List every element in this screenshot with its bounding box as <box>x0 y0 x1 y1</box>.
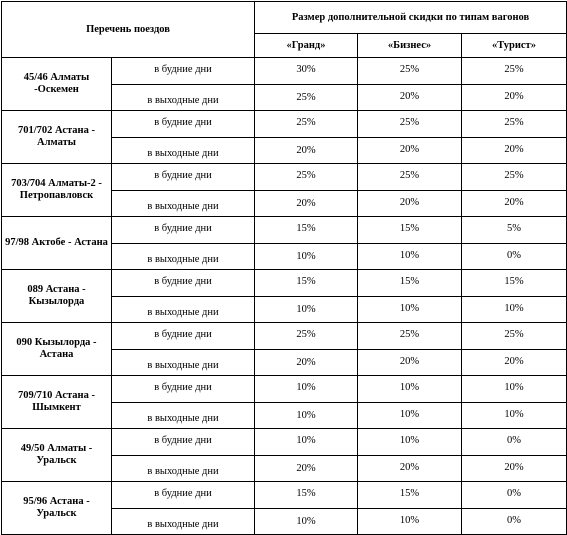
weekday-grand-value: 25% <box>255 111 358 138</box>
weekday-label: в будние дни <box>112 58 255 85</box>
weekend-business-value: 10% <box>358 509 462 535</box>
weekend-grand-value: 10% <box>255 297 358 323</box>
weekend-label: в выходные дни <box>112 456 255 482</box>
train-name: 45/46 Алматы -Оскемен <box>2 58 112 111</box>
weekend-label: в выходные дни <box>112 85 255 111</box>
weekday-business-value: 10% <box>358 376 462 403</box>
weekend-business-value: 20% <box>358 191 462 217</box>
weekday-tourist-value: 5% <box>462 217 567 244</box>
table-row-weekday <box>2 111 567 138</box>
weekend-business-value: 20% <box>358 85 462 111</box>
weekday-business-value: 25% <box>358 58 462 85</box>
weekday-tourist-value: 25% <box>462 323 567 350</box>
weekend-business-value: 20% <box>358 350 462 376</box>
weekend-grand-value: 20% <box>255 350 358 376</box>
weekday-label: в будние дни <box>112 429 255 456</box>
weekday-label: в будние дни <box>112 376 255 403</box>
weekday-grand-value: 30% <box>255 58 358 85</box>
weekday-tourist-value: 10% <box>462 376 567 403</box>
car-type-tourist-header: «Турист» <box>462 34 567 58</box>
train-list-header: Перечень поездов <box>2 2 255 58</box>
weekday-grand-value: 10% <box>255 376 358 403</box>
weekday-label: в будние дни <box>112 482 255 509</box>
weekend-label: в выходные дни <box>112 244 255 270</box>
weekend-tourist-value: 10% <box>462 403 567 429</box>
table-row-weekday <box>2 217 567 244</box>
table-row-weekday <box>2 270 567 297</box>
weekend-business-value: 10% <box>358 244 462 270</box>
weekday-grand-value: 15% <box>255 270 358 297</box>
weekday-business-value: 15% <box>358 217 462 244</box>
weekday-business-value: 15% <box>358 270 462 297</box>
weekend-label: в выходные дни <box>112 403 255 429</box>
weekday-grand-value: 10% <box>255 429 358 456</box>
weekend-tourist-value: 0% <box>462 509 567 535</box>
table-row-weekday <box>2 58 567 85</box>
weekend-tourist-value: 20% <box>462 456 567 482</box>
weekend-label: в выходные дни <box>112 509 255 535</box>
weekday-label: в будние дни <box>112 111 255 138</box>
header-row <box>2 2 567 34</box>
train-name: 703/704 Алматы-2 - Петропавловск <box>2 164 112 217</box>
weekday-business-value: 25% <box>358 111 462 138</box>
table-row-weekday <box>2 482 567 509</box>
weekend-tourist-value: 0% <box>462 244 567 270</box>
table-row-weekday <box>2 323 567 350</box>
weekend-tourist-value: 10% <box>462 297 567 323</box>
weekend-label: в выходные дни <box>112 191 255 217</box>
weekday-tourist-value: 25% <box>462 111 567 138</box>
train-name: 089 Астана - Кызылорда <box>2 270 112 323</box>
weekday-grand-value: 15% <box>255 217 358 244</box>
weekend-label: в выходные дни <box>112 297 255 323</box>
weekday-business-value: 15% <box>358 482 462 509</box>
weekday-label: в будние дни <box>112 270 255 297</box>
table-row-weekday <box>2 429 567 456</box>
weekend-business-value: 10% <box>358 297 462 323</box>
weekday-tourist-value: 0% <box>462 482 567 509</box>
weekday-grand-value: 25% <box>255 164 358 191</box>
weekday-grand-value: 15% <box>255 482 358 509</box>
weekday-business-value: 10% <box>358 429 462 456</box>
train-name: 090 Кызылорда - Астана <box>2 323 112 376</box>
weekend-grand-value: 10% <box>255 509 358 535</box>
weekend-grand-value: 10% <box>255 244 358 270</box>
weekend-grand-value: 25% <box>255 85 358 111</box>
weekday-tourist-value: 15% <box>462 270 567 297</box>
train-name: 49/50 Алматы - Уральск <box>2 429 112 482</box>
weekend-tourist-value: 20% <box>462 350 567 376</box>
train-name: 709/710 Астана - Шымкент <box>2 376 112 429</box>
weekend-grand-value: 20% <box>255 191 358 217</box>
weekday-label: в будние дни <box>112 217 255 244</box>
weekend-tourist-value: 20% <box>462 138 567 164</box>
weekday-label: в будние дни <box>112 164 255 191</box>
weekend-business-value: 10% <box>358 403 462 429</box>
table-row-weekday <box>2 376 567 403</box>
weekday-business-value: 25% <box>358 323 462 350</box>
weekend-business-value: 20% <box>358 138 462 164</box>
weekday-label: в будние дни <box>112 323 255 350</box>
weekend-label: в выходные дни <box>112 350 255 376</box>
weekend-grand-value: 20% <box>255 138 358 164</box>
table-row-weekday <box>2 164 567 191</box>
weekend-tourist-value: 20% <box>462 85 567 111</box>
car-type-grand-header: «Гранд» <box>255 34 358 58</box>
train-name: 95/96 Астана - Уральск <box>2 482 112 535</box>
train-name: 701/702 Астана - Алматы <box>2 111 112 164</box>
car-type-business-header: «Бизнес» <box>358 34 462 58</box>
weekday-business-value: 25% <box>358 164 462 191</box>
discount-title-header: Размер дополнительной скидки по типам вагонов <box>255 2 567 34</box>
weekday-grand-value: 25% <box>255 323 358 350</box>
weekend-tourist-value: 20% <box>462 191 567 217</box>
weekend-label: в выходные дни <box>112 138 255 164</box>
weekday-tourist-value: 25% <box>462 58 567 85</box>
weekend-grand-value: 10% <box>255 403 358 429</box>
weekend-business-value: 20% <box>358 456 462 482</box>
weekend-grand-value: 20% <box>255 456 358 482</box>
weekday-tourist-value: 0% <box>462 429 567 456</box>
discount-table <box>1 1 567 535</box>
train-name: 97/98 Актобе - Астана <box>2 217 112 270</box>
weekday-tourist-value: 25% <box>462 164 567 191</box>
